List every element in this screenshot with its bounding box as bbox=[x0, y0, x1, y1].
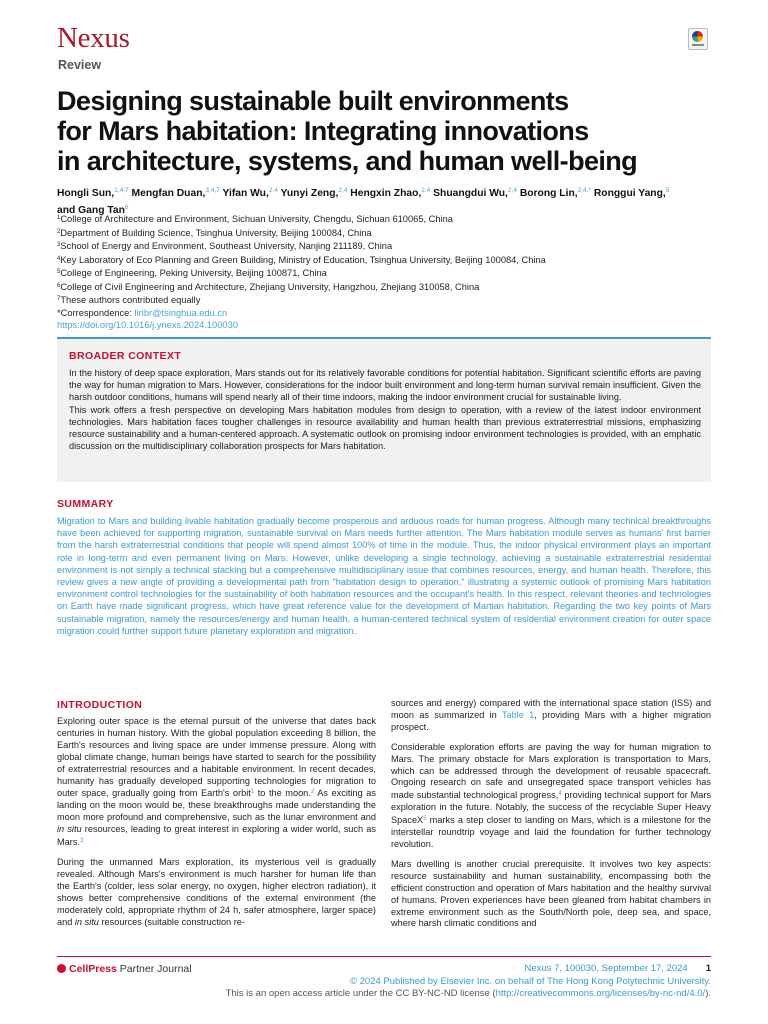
author: Mengfan Duan,$^{3,4,7}$ bbox=[131, 187, 220, 199]
cellpress-logo-icon bbox=[57, 964, 66, 973]
body-column-right bbox=[391, 698, 711, 938]
paragraph: Considerable exploration efforts are paving the way for human migration to Mars. The primary obstacle for Mars exploration is transportation to Mars, which can be addressed through the development of reusable spacecraft. Ongoing research on safe and unsegregated space transport vehicles has made substantial technological progress,$^4$ providing technical support for Mars exploration in the future. Notably, the success of the recyclable Super Heavy SpaceX$^5$ marks a step closer to landing on Mars, which is a milestone for the interstellar roundtrip voyage and laid the foundation for further technology revolution. bbox=[391, 741, 711, 849]
affiliation: $^4$Key Laboratory of Eco Planning and Green Building, Ministry of Education, Tsinghua University, Beijing 100084, China bbox=[57, 254, 546, 265]
journal-name: Nexus bbox=[57, 22, 130, 54]
author: Ronggui Yang,$^5$ bbox=[593, 187, 670, 199]
table-1-link[interactable]: Table 1 bbox=[501, 709, 535, 720]
broader-context-heading: BROADER CONTEXT bbox=[69, 350, 182, 362]
paragraph: Exploring outer space is the eternal pursuit of the universe that dates back centuries in human history. With the global population exceeding 8 billion, the Earth's resources and living space are under immense pressure. Along with global climate change, human beings have started to search for the possibility of extraterrestrial resources and a habitable environment. In recent decades, humanity has gradually developed supporting technologies for migration to outer space, gradually going from Earth's orbit$^1$ to the moon.$^2$ As exciting as landing on the moon would be, these breakthroughs made understanding the moon more profound and comprehensive, such as the lunar environment and in situ resources, leading to great interest in exploring a wider world, such as Mars.$^3$ bbox=[57, 716, 376, 848]
doi-link[interactable]: https://doi.org/10.1016/j.ynexs.2024.100030 bbox=[57, 320, 238, 330]
update-ring-icon bbox=[692, 31, 703, 42]
summary-heading: SUMMARY bbox=[57, 498, 114, 510]
footer-info bbox=[151, 963, 711, 1001]
affiliation: $^6$College of Civil Engineering and Architecture, Zhejiang University, Hangzhou, Zhejiang 310058, China bbox=[57, 281, 480, 292]
footer-divider bbox=[57, 956, 711, 957]
paragraph: This work offers a fresh perspective on developing Mars habitation modules from design to operation, with a review of the latest indoor environment technologies. Mars habitation faces tougher challenges in resource availability and human health than previous extraterrestrial missions, emphasizing resource sustainability and a human-centered approach. A systematic outlook on promising indoor environment technologies is provided, with an emphatic discussion on the multidisciplinary collaboration prospects for Mars habitation. bbox=[69, 404, 701, 452]
introduction-heading: INTRODUCTION bbox=[57, 699, 143, 711]
license-line: This is an open access article under the CC BY-NC-ND license (http://creativecommons.org/licenses/by-nc-nd/4.0/). bbox=[225, 988, 711, 999]
license-link[interactable]: http://creativecommons.org/licenses/by-nc-nd/4.0/ bbox=[495, 988, 706, 999]
body-column-left bbox=[57, 716, 376, 936]
citation-link[interactable]: 2 bbox=[310, 789, 315, 796]
author: Yunyi Zeng,$^{2,4}$ bbox=[280, 187, 348, 199]
author: Yifan Wu,$^{2,4}$ bbox=[222, 187, 278, 199]
author: Hengxin Zhao,$^{2,4}$ bbox=[350, 187, 431, 199]
paragraph: Mars dwelling is another crucial prerequisite. It involves two key aspects: resource sustainability and human sustainability, encompassing both the efficient construction and operation of Mars habitation and the healthy survival of humans. Proven experiences have been gleaned from habitat chambers in extreme environment such as the South/North pole, deep sea, and space, where harsh climatic conditions and bbox=[391, 858, 711, 929]
article-type: Review bbox=[58, 58, 102, 72]
author: Hongli Sun,$^{1,4,7}$ bbox=[57, 187, 129, 199]
correspondence-email-link[interactable]: linbr@tsinghua.edu.cn bbox=[134, 307, 228, 318]
page-number: 1 bbox=[705, 963, 711, 974]
affiliations bbox=[57, 212, 717, 332]
title-line: Designing sustainable built environments bbox=[57, 86, 569, 116]
title-line: in architecture, systems, and human well-being bbox=[57, 146, 638, 176]
citation-link[interactable]: 5 bbox=[423, 816, 427, 823]
check-for-updates-icon[interactable] bbox=[688, 28, 708, 50]
publisher-logo: CellPress Partner Journal bbox=[57, 963, 192, 975]
broader-context-box bbox=[57, 337, 711, 482]
paragraph: sources and energy) compared with the international space station (ISS) and moon as summarized in Table 1, providing Mars with a higher migration prospect. bbox=[391, 698, 712, 732]
author: and Gang Tan$^6$ bbox=[57, 203, 129, 216]
affiliation: $^2$Department of Building Science, Tsinghua University, Beijing 100084, China bbox=[57, 227, 372, 238]
affiliation: $^5$College of Engineering, Peking University, Beijing 100871, China bbox=[57, 268, 327, 278]
author: Shuangdui Wu,$^{2,4}$ bbox=[433, 187, 517, 199]
correspondence: *Correspondence: linbr@tsinghua.edu.cn bbox=[57, 307, 228, 318]
paragraph: During the unmanned Mars exploration, its mysterious veil is gradually revealed. Although Mars's environment is much harsher for human life than the Earth's (colder, less solar energy, no oxygen, higher electron radiation), it shows better comprehensive conditions of the external environment (the moderately cold, appropriate rhythm of 24 h, safer atmosphere, larger space) and in situ resources (suitable construction re- bbox=[57, 856, 376, 927]
affiliation: $^3$School of Energy and Environment, Southeast University, Nanjing 211189, China bbox=[57, 241, 393, 251]
affiliation: $^7$These authors contributed equally bbox=[57, 295, 201, 305]
citation-line: Nexus 7, 100030, September 17, 2024 1 bbox=[524, 963, 711, 974]
summary-text: Migration to Mars and building livable habitation gradually become prosperous and arduous roads for human progress. Although many technical breakthroughs have been achieved for supporting migration, sustainable survival on Mars needs further attention. The Mars habitation module serves as humans' first barrier from the harsh extraterrestrial conditions that people will spend almost 100% of time in the module. Thus, the indoor physical environment plays an important role in long-term and even permanent living on Mars. However, unlike developing a single technology, achieving a sustainable extraterrestrial residential environment is not simply a technical stacking but a comprehensive multidisciplinary issue that combines resources, energy, and human health. Therefore, this review gives a new angle of providing a developmental path from "habitation design to operation," illustrating a systemic outlook of promising Mars habitation environment control technologies for the sustainability of both habitation resources and the occupant's health. In this respect, relevant theories and technologies on Earth have made significant progress, which have great reference value for the development of Martian habitation. Regarding the two key points of Mars sustainable migration, namely the resources/energy and human health, a human-centered technical system of residential environment creation for outer space migration could further support future planetary exploration and migration. bbox=[57, 516, 711, 636]
author: Borong Lin,$^{2,4,*}$ bbox=[519, 187, 591, 199]
paragraph: In the history of deep space exploration, Mars stands out for its relatively favorable conditions for potential habitation. Significant scientific efforts are paving the way for human migration to Mars. However, considerations for the indoor built environment and long-term human survival remain insufficient. Given the harsh outdoor conditions, humans will spend nearly all of their time indoors, making the indoor environment crucial for sustainable living. bbox=[69, 368, 701, 403]
citation-link[interactable]: 3 bbox=[79, 838, 84, 845]
broader-context-text bbox=[69, 367, 701, 452]
article-title bbox=[57, 86, 717, 176]
update-bar-icon bbox=[692, 44, 704, 46]
citation-link[interactable]: 4 bbox=[558, 791, 562, 798]
copyright-line: © 2024 Published by Elsevier Inc. on behalf of The Hong Kong Polytechnic University. bbox=[350, 975, 711, 987]
affiliation: $^1$College of Architecture and Environment, Sichuan University, Chengdu, Sichuan 610065, China bbox=[57, 214, 453, 224]
citation-link[interactable]: 1 bbox=[250, 789, 255, 796]
title-line: for Mars habitation: Integrating innovations bbox=[57, 116, 589, 146]
